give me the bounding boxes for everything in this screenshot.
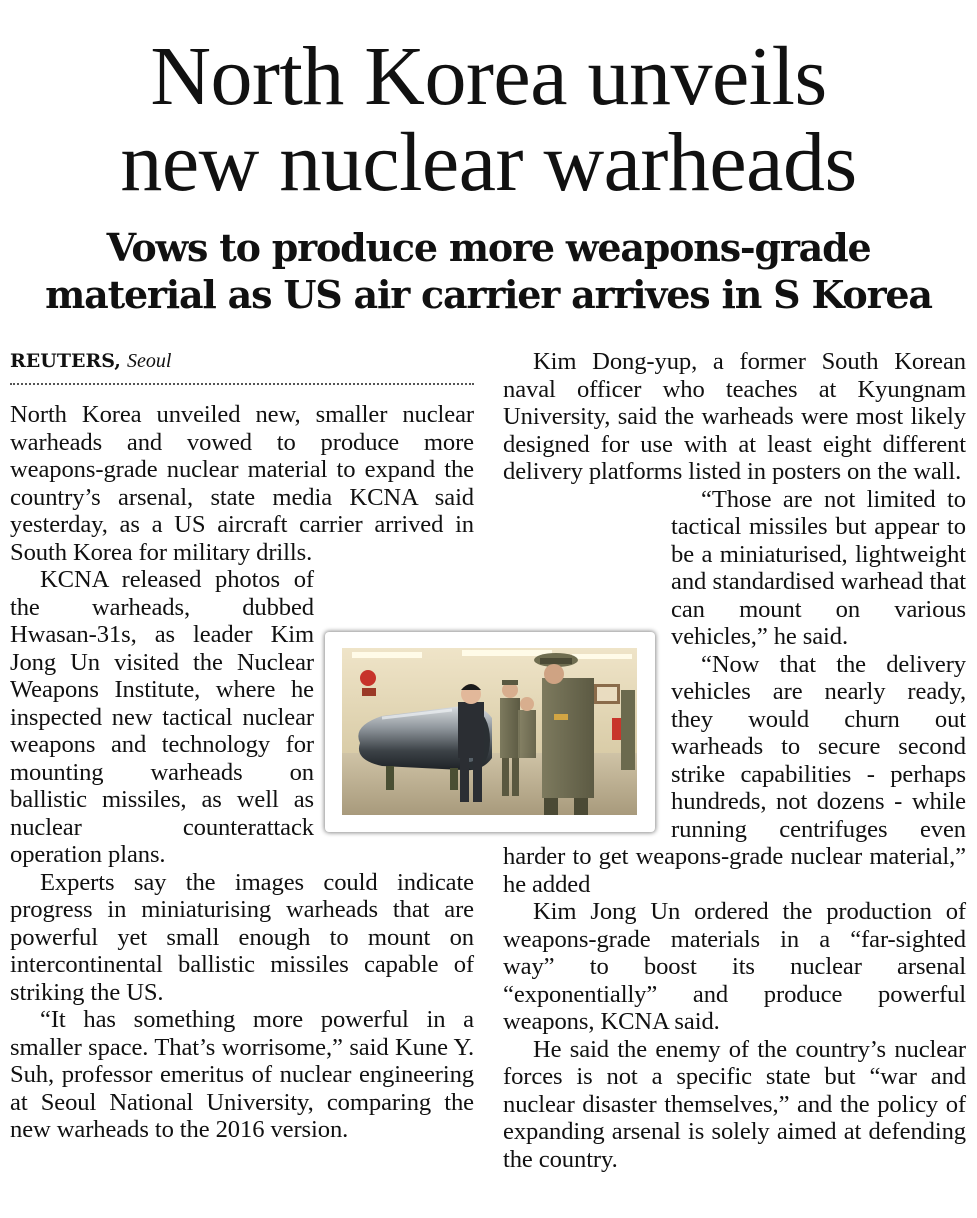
byline: [10, 348, 171, 374]
news-photo: [342, 648, 637, 815]
byline-divider: [10, 383, 474, 385]
paragraph: “Those are not limited to tactical missiles but appear to be a miniaturised, lightweight and standardised warhead that can mount on various vehicles,” he said.: [671, 485, 966, 650]
news-photo-frame: [325, 632, 655, 832]
byline-agency: REUTERS,: [10, 350, 121, 372]
subheadline-line-1: Vows to produce more weapons-grade: [106, 225, 871, 270]
paragraph: Kim Jong Un ordered the production of weapons-grade materials in a “far-sighted way” to boost its nuclear arsenal “exponentially” and produce powerful weapons, KCNA said.: [503, 898, 966, 1035]
byline-dateline: Seoul: [126, 350, 172, 372]
paragraph: He said the enemy of the country’s nuclear forces is not a specific state but “war and nuclear disaster themselves,” and the policy of expanding arsenal is solely aimed at defending the country.: [503, 1035, 966, 1173]
paragraph: North Korea unveiled new, smaller nuclear warheads and vowed to produce more weapons-grade nuclear material to expand the country’s arsenal, state media KCNA said yesterday, as a US aircraft carrier arrived in South Korea for military drills.: [10, 401, 474, 566]
paragraph: “It has something more powerful in a smaller space. That’s worrisome,” said Kune Y. Suh, professor emeritus of nuclear engineering at Seoul National University, comparing the new warheads to the 2016 version.: [10, 1006, 474, 1143]
paragraph: Kim Dong-yup, a former South Korean naval officer who teaches at Kyungnam University, said the warheads were most likely designed for use with at least eight different delivery platforms listed in posters on the wall.: [503, 348, 966, 485]
paragraph: KCNA released photos of the warheads, dubbed Hwasan-31s, as leader Kim Jong Un visited the Nuclear Weapons Institute, where he inspected new tactical nuclear weapons and technology for mounting warheads on ballistic missiles, as well as nuclear counterattack operation plans.: [10, 566, 314, 868]
paragraph: “Now that the delivery vehicles are nearly ready, they would churn out warheads to secure second strike capabilities - perhaps hundreds, not dozens - while running centrifuges even harder to get weapons-grade nuclear material,” he added: [503, 650, 966, 898]
headline-line-2: new nuclear warheads: [120, 116, 857, 209]
subheadline-line-2: material as US air carrier arrives in S Korea: [45, 272, 932, 317]
headline: [0, 30, 977, 209]
paragraph: Experts say the images could indicate progress in miniaturising warheads that are powerful yet small enough to mount on intercontinental ballistic missiles capable of striking the US.: [10, 868, 474, 1006]
subheadline: [0, 224, 977, 318]
headline-line-1: North Korea unveils: [150, 30, 827, 123]
